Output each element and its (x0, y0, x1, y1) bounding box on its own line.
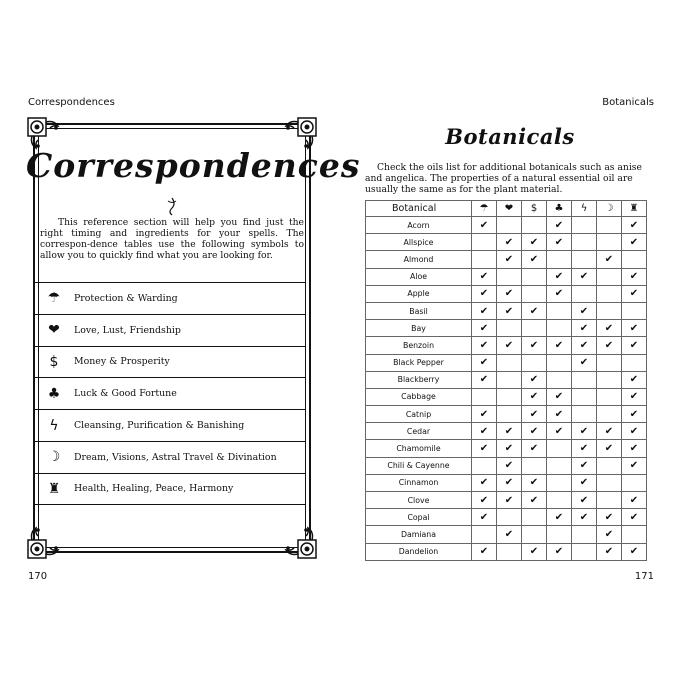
check-mark-icon: ✔ (472, 406, 497, 423)
empty-cell (497, 217, 522, 234)
empty-cell (547, 440, 572, 457)
check-mark-icon: ✔ (597, 509, 622, 526)
check-mark-icon: ✔ (572, 440, 597, 457)
empty-cell (572, 217, 597, 234)
empty-cell (572, 371, 597, 388)
botanical-name: Cinnamon (366, 474, 472, 491)
check-mark-icon: ✔ (547, 423, 572, 440)
botanical-name: Copal (366, 509, 472, 526)
check-mark-icon: ✔ (472, 509, 497, 526)
botanical-name: Dandelion (366, 543, 472, 560)
check-mark-icon: ✔ (472, 423, 497, 440)
table-row (366, 268, 647, 285)
empty-cell (572, 543, 597, 560)
check-mark-icon: ✔ (622, 337, 647, 354)
table-row (366, 354, 647, 371)
empty-cell (597, 457, 622, 474)
check-mark-icon: ✔ (622, 285, 647, 302)
check-mark-icon: ✔ (547, 388, 572, 405)
check-mark-icon: ✔ (622, 234, 647, 251)
check-mark-icon: ✔ (622, 371, 647, 388)
check-mark-icon: ✔ (472, 320, 497, 337)
running-head-right: Botanicals (602, 97, 654, 108)
legend-label: Love, Lust, Friendship (74, 324, 181, 336)
check-mark-icon: ✔ (497, 492, 522, 509)
check-mark-icon: ✔ (547, 509, 572, 526)
check-mark-icon: ✔ (522, 406, 547, 423)
empty-cell (547, 354, 572, 371)
check-mark-icon: ✔ (547, 543, 572, 560)
umbrella-icon: ☂ (472, 201, 497, 217)
check-mark-icon: ✔ (472, 371, 497, 388)
table-row (366, 543, 647, 560)
empty-cell (597, 285, 622, 302)
check-mark-icon: ✔ (547, 285, 572, 302)
botanical-name: Damiana (366, 526, 472, 543)
check-mark-icon: ✔ (497, 234, 522, 251)
check-mark-icon: ✔ (472, 337, 497, 354)
check-mark-icon: ✔ (522, 388, 547, 405)
empty-cell (497, 406, 522, 423)
check-mark-icon: ✔ (497, 302, 522, 319)
empty-cell (472, 457, 497, 474)
empty-cell (597, 234, 622, 251)
table-row (366, 217, 647, 234)
empty-cell (472, 388, 497, 405)
table-row (366, 457, 647, 474)
check-mark-icon: ✔ (522, 543, 547, 560)
empty-cell (497, 509, 522, 526)
check-mark-icon: ✔ (472, 492, 497, 509)
check-mark-icon: ✔ (472, 268, 497, 285)
empty-cell (622, 354, 647, 371)
check-mark-icon: ✔ (522, 234, 547, 251)
page-title: Correspondences (26, 146, 361, 185)
check-mark-icon: ✔ (522, 371, 547, 388)
botanical-name: Blackberry (366, 371, 472, 388)
empty-cell (522, 457, 547, 474)
check-mark-icon: ✔ (522, 440, 547, 457)
intro-paragraph: This reference section will help you find just the right timing and ingredients for your spells. The correspon-dence tables use the following symbols to allow you to quickly find what you are looking for. (40, 217, 304, 261)
empty-cell (497, 320, 522, 337)
column-header-botanical: Botanical (366, 201, 472, 217)
check-mark-icon: ✔ (572, 268, 597, 285)
symbol-legend (34, 282, 306, 505)
check-mark-icon: ✔ (547, 406, 572, 423)
botanical-name: Allspice (366, 234, 472, 251)
heart-icon: ❤ (48, 322, 60, 339)
moon-icon: ☽ (597, 201, 622, 217)
check-mark-icon: ✔ (597, 337, 622, 354)
empty-cell (497, 268, 522, 285)
page-number-left: 170 (28, 571, 48, 582)
check-mark-icon: ✔ (497, 474, 522, 491)
empty-cell (497, 388, 522, 405)
botanical-name: Chili & Cayenne (366, 457, 472, 474)
check-mark-icon: ✔ (472, 217, 497, 234)
table-row (366, 509, 647, 526)
empty-cell (597, 492, 622, 509)
check-mark-icon: ✔ (622, 509, 647, 526)
legend-label: Cleansing, Purification & Banishing (74, 420, 245, 432)
club-icon: ♣ (47, 385, 61, 402)
legend-item-luck (34, 377, 306, 409)
botanical-name: Apple (366, 285, 472, 302)
check-mark-icon: ✔ (497, 423, 522, 440)
empty-cell (622, 302, 647, 319)
empty-cell (472, 251, 497, 268)
heart-icon: ❤ (497, 201, 522, 217)
check-mark-icon: ✔ (572, 457, 597, 474)
check-mark-icon: ✔ (547, 268, 572, 285)
table-row (366, 234, 647, 251)
empty-cell (547, 457, 572, 474)
empty-cell (597, 302, 622, 319)
botanical-name: Aloe (366, 268, 472, 285)
table-row (366, 440, 647, 457)
empty-cell (472, 234, 497, 251)
table-row (366, 423, 647, 440)
empty-cell (572, 406, 597, 423)
legend-item-health (34, 473, 306, 505)
empty-cell (547, 251, 572, 268)
check-mark-icon: ✔ (497, 251, 522, 268)
empty-cell (597, 217, 622, 234)
check-mark-icon: ✔ (472, 440, 497, 457)
empty-cell (622, 526, 647, 543)
empty-cell (572, 388, 597, 405)
dollar-icon: $ (522, 201, 547, 217)
check-mark-icon: ✔ (522, 302, 547, 319)
botanical-name: Bay (366, 320, 472, 337)
check-mark-icon: ✔ (572, 302, 597, 319)
check-mark-icon: ✔ (622, 406, 647, 423)
umbrella-icon: ☂ (47, 290, 61, 307)
check-mark-icon: ✔ (497, 457, 522, 474)
check-mark-icon: ✔ (472, 285, 497, 302)
club-icon: ♣ (547, 201, 572, 217)
check-mark-icon: ✔ (597, 440, 622, 457)
check-mark-icon: ✔ (597, 526, 622, 543)
check-mark-icon: ✔ (572, 320, 597, 337)
empty-cell (547, 474, 572, 491)
legend-item-protection (34, 282, 306, 314)
lightning-icon: ϟ (49, 417, 59, 434)
check-mark-icon: ✔ (497, 285, 522, 302)
moon-icon: ☽ (47, 449, 61, 466)
empty-cell (497, 543, 522, 560)
table-row (366, 251, 647, 268)
check-mark-icon: ✔ (547, 234, 572, 251)
check-mark-icon: ✔ (572, 492, 597, 509)
botanical-name: Basil (366, 302, 472, 319)
check-mark-icon: ✔ (622, 457, 647, 474)
table-row (366, 320, 647, 337)
botanical-name: Chamomile (366, 440, 472, 457)
empty-cell (522, 320, 547, 337)
empty-cell (522, 509, 547, 526)
botanical-name: Benzoin (366, 337, 472, 354)
legend-item-love (34, 314, 306, 346)
empty-cell (522, 526, 547, 543)
flourish-icon (162, 196, 182, 216)
check-mark-icon: ✔ (522, 474, 547, 491)
empty-cell (522, 354, 547, 371)
check-mark-icon: ✔ (472, 543, 497, 560)
lamp-icon: ♜ (47, 480, 61, 497)
table-row (366, 474, 647, 491)
table-row (366, 302, 647, 319)
empty-cell (597, 371, 622, 388)
empty-cell (597, 388, 622, 405)
check-mark-icon: ✔ (597, 251, 622, 268)
check-mark-icon: ✔ (622, 388, 647, 405)
botanical-name: Black Pepper (366, 354, 472, 371)
check-mark-icon: ✔ (572, 337, 597, 354)
dollar-icon: $ (49, 353, 59, 370)
table-body (366, 217, 647, 561)
empty-cell (597, 354, 622, 371)
check-mark-icon: ✔ (497, 337, 522, 354)
check-mark-icon: ✔ (522, 492, 547, 509)
check-mark-icon: ✔ (572, 474, 597, 491)
lightning-icon: ϟ (572, 201, 597, 217)
check-mark-icon: ✔ (622, 543, 647, 560)
check-mark-icon: ✔ (472, 354, 497, 371)
check-mark-icon: ✔ (622, 217, 647, 234)
empty-cell (547, 320, 572, 337)
table-row (366, 406, 647, 423)
intro-paragraph: Check the oils list for additional botanicals such as anise and angelica. The properties of a natural essential oil are usually the same as for the plant material. (365, 162, 642, 195)
check-mark-icon: ✔ (597, 423, 622, 440)
corner-ornament-icon (282, 524, 318, 560)
corner-ornament-icon (26, 524, 62, 560)
table-row (366, 526, 647, 543)
empty-cell (622, 251, 647, 268)
check-mark-icon: ✔ (522, 251, 547, 268)
empty-cell (572, 285, 597, 302)
botanical-name: Almond (366, 251, 472, 268)
empty-cell (597, 406, 622, 423)
table-row (366, 492, 647, 509)
empty-cell (572, 526, 597, 543)
check-mark-icon: ✔ (547, 337, 572, 354)
check-mark-icon: ✔ (597, 543, 622, 560)
legend-item-cleansing (34, 409, 306, 441)
running-head-left: Correspondences (28, 97, 115, 108)
empty-cell (522, 268, 547, 285)
empty-cell (547, 492, 572, 509)
legend-item-dream (34, 441, 306, 473)
check-mark-icon: ✔ (497, 440, 522, 457)
legend-label: Luck & Good Fortune (74, 388, 177, 400)
check-mark-icon: ✔ (547, 217, 572, 234)
legend-item-money (34, 346, 306, 378)
empty-cell (597, 268, 622, 285)
check-mark-icon: ✔ (622, 440, 647, 457)
correspondence-table (365, 200, 647, 561)
empty-cell (547, 526, 572, 543)
botanical-name: Cedar (366, 423, 472, 440)
table-row (366, 285, 647, 302)
legend-label: Health, Healing, Peace, Harmony (74, 483, 234, 495)
table-row (366, 371, 647, 388)
table-header-row (366, 201, 647, 217)
check-mark-icon: ✔ (572, 423, 597, 440)
empty-cell (547, 371, 572, 388)
check-mark-icon: ✔ (622, 423, 647, 440)
check-mark-icon: ✔ (472, 302, 497, 319)
legend-label: Protection & Warding (74, 292, 178, 304)
check-mark-icon: ✔ (622, 268, 647, 285)
empty-cell (497, 371, 522, 388)
section-title: Botanicals (445, 124, 575, 149)
check-mark-icon: ✔ (522, 423, 547, 440)
check-mark-icon: ✔ (597, 320, 622, 337)
empty-cell (572, 234, 597, 251)
legend-label: Money & Prosperity (74, 356, 170, 368)
check-mark-icon: ✔ (572, 354, 597, 371)
botanical-name: Cabbage (366, 388, 472, 405)
check-mark-icon: ✔ (622, 492, 647, 509)
botanical-name: Catnip (366, 406, 472, 423)
check-mark-icon: ✔ (572, 509, 597, 526)
legend-label: Dream, Visions, Astral Travel & Divination (74, 451, 277, 463)
empty-cell (572, 251, 597, 268)
botanical-name: Acorn (366, 217, 472, 234)
empty-cell (522, 285, 547, 302)
empty-cell (547, 302, 572, 319)
table-row (366, 337, 647, 354)
botanical-name: Clove (366, 492, 472, 509)
empty-cell (522, 217, 547, 234)
table-row (366, 388, 647, 405)
check-mark-icon: ✔ (622, 320, 647, 337)
check-mark-icon: ✔ (522, 337, 547, 354)
empty-cell (497, 354, 522, 371)
lamp-icon: ♜ (622, 201, 647, 217)
check-mark-icon: ✔ (497, 526, 522, 543)
page-number-right: 171 (634, 571, 654, 582)
empty-cell (622, 474, 647, 491)
empty-cell (597, 474, 622, 491)
check-mark-icon: ✔ (472, 474, 497, 491)
empty-cell (472, 526, 497, 543)
